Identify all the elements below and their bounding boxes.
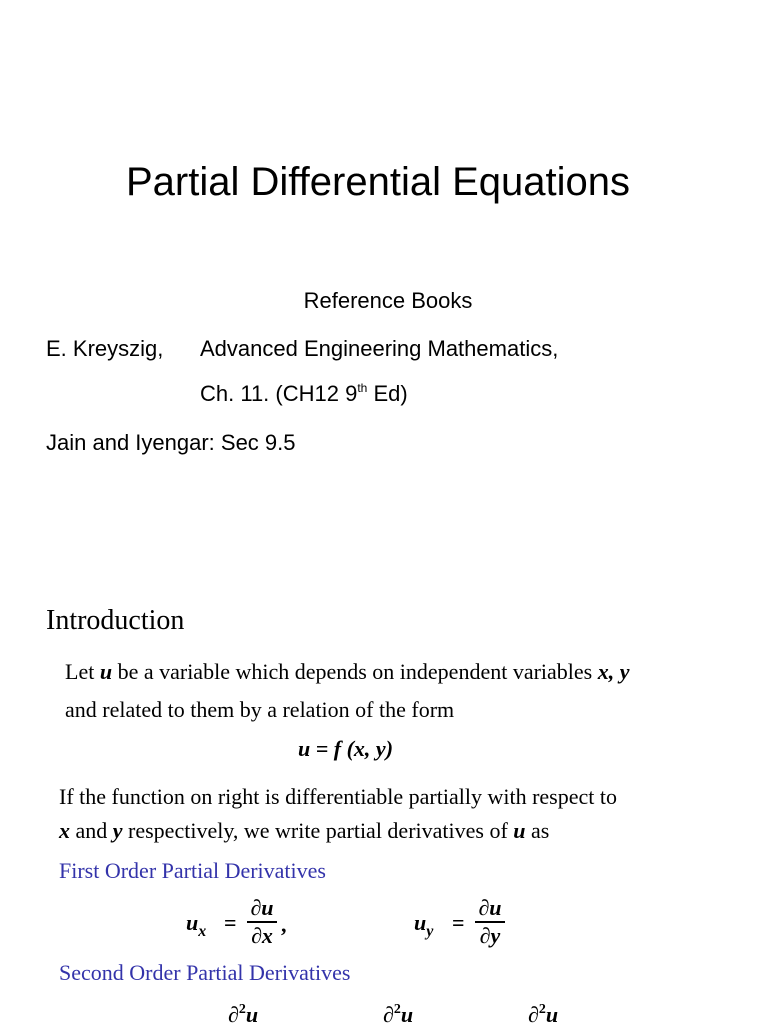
var-xy: x, y bbox=[597, 659, 630, 684]
uy-symbol bbox=[414, 910, 434, 940]
edition-superscript: th bbox=[357, 381, 368, 395]
reference-1-author: E. Kreyszig, bbox=[46, 336, 164, 361]
var-u-sd: u bbox=[400, 1002, 414, 1027]
exponent: 2 bbox=[393, 1002, 401, 1017]
partial-symbol: ∂ bbox=[528, 1002, 539, 1027]
edition-text: Ch. 11. (CH12 9 bbox=[200, 381, 358, 406]
slide-title: Partial Differential Equations bbox=[126, 160, 630, 204]
var-x: x bbox=[59, 818, 70, 843]
derivative-paragraph-line-1: If the function on right is differentiable partially with respect to bbox=[59, 784, 617, 809]
second-derivative-numerator-2 bbox=[383, 1002, 413, 1028]
uy-equals: = bbox=[452, 910, 465, 935]
derivative-paragraph-line-2 bbox=[59, 818, 549, 844]
var-y: y bbox=[112, 818, 123, 843]
reference-1-book: Advanced Engineering Mathematics, bbox=[200, 336, 559, 361]
introduction-heading: Introduction bbox=[46, 605, 185, 636]
intro-paragraph-line-2: and related to them by a relation of the form bbox=[65, 697, 455, 722]
main-equation bbox=[298, 736, 393, 762]
text-let: Let bbox=[65, 659, 100, 684]
ux-equals: = bbox=[224, 910, 237, 935]
ux-u: u bbox=[186, 910, 199, 935]
first-order-heading: First Order Partial Derivatives bbox=[59, 858, 326, 883]
reference-2: Jain and Iyengar: Sec 9.5 bbox=[46, 430, 296, 455]
partial-symbol: ∂ bbox=[228, 1002, 239, 1027]
uy-denominator: ∂y bbox=[479, 922, 501, 948]
text-rest: respectively, we write partial derivatives of bbox=[122, 818, 514, 843]
second-derivative-numerator-3 bbox=[528, 1002, 558, 1028]
edition-text-end: Ed) bbox=[367, 381, 408, 406]
partial-symbol: ∂ bbox=[383, 1002, 394, 1027]
intro-paragraph-line-1 bbox=[65, 659, 630, 685]
reference-heading: Reference Books bbox=[303, 288, 473, 313]
var-u: u bbox=[99, 659, 113, 684]
uy-subscript: y bbox=[426, 923, 434, 940]
ux-denominator: ∂x bbox=[251, 922, 273, 948]
second-order-heading: Second Order Partial Derivatives bbox=[59, 960, 351, 985]
second-derivative-numerator-1 bbox=[228, 1002, 258, 1028]
text-and: and bbox=[70, 818, 113, 843]
reference-1-edition bbox=[200, 381, 408, 407]
equation-text: u = f (x, y) bbox=[298, 736, 394, 761]
ux-symbol bbox=[186, 910, 207, 940]
var-u-sd: u bbox=[245, 1002, 259, 1027]
ux-fraction bbox=[244, 895, 280, 949]
text-as: as bbox=[525, 818, 550, 843]
ux-comma: , bbox=[281, 912, 287, 937]
var-u-sd: u bbox=[545, 1002, 559, 1027]
uy-numerator: ∂u bbox=[478, 895, 502, 920]
var-u-2: u bbox=[513, 818, 526, 843]
uy-u: u bbox=[414, 910, 427, 935]
uy-fraction bbox=[472, 895, 508, 949]
text-mid: be a variable which depends on independent variables bbox=[112, 659, 598, 684]
exponent: 2 bbox=[538, 1002, 546, 1017]
ux-subscript: x bbox=[198, 923, 207, 940]
ux-numerator: ∂u bbox=[250, 895, 274, 920]
exponent: 2 bbox=[238, 1002, 246, 1017]
